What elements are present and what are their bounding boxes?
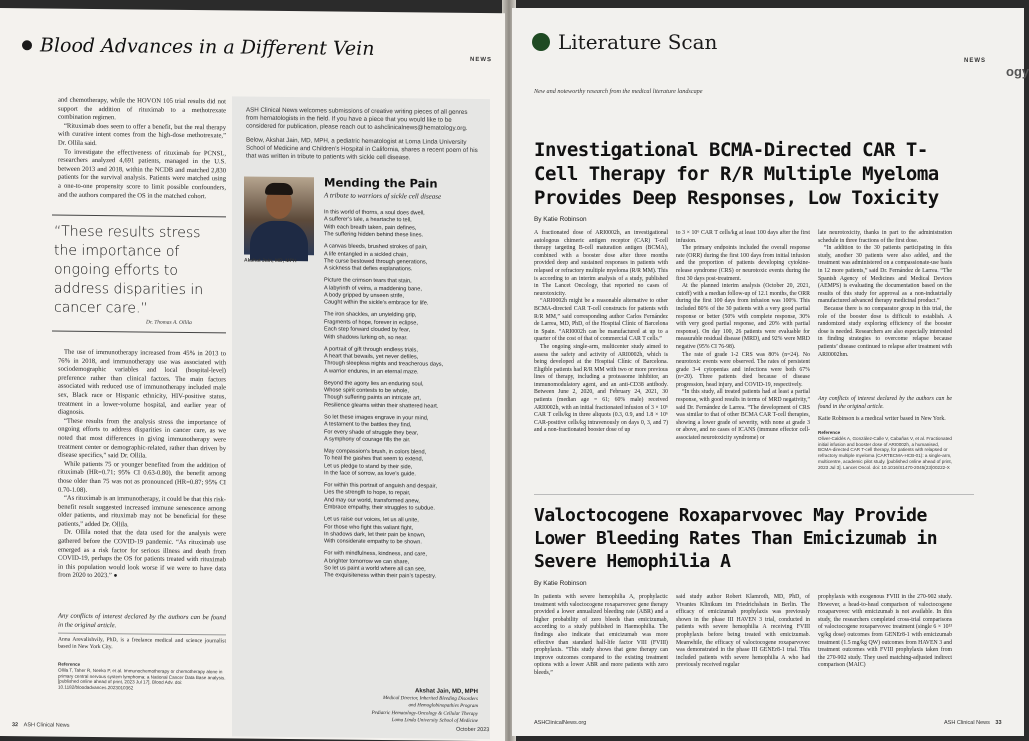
poem-title: Mending the Pain	[324, 175, 438, 191]
poem-stanza: The iron shackles, an unyielding grip, Fragments of hope, forever in eclipse, Each step forward clouded by fear, With shadows lurking oh, so near.	[324, 311, 418, 341]
signature-line: Medical Director, Inherited Bleeding Disorders	[382, 695, 478, 702]
paragraph: The primary endpoints included the overall response rate (ORR) during the first 100 days from initial infusion and the proportion of patients developing cytokine-release syndrome (CRS) or neurotoxic events during the first 30 days post-treatment.	[676, 245, 810, 282]
poem-subtitle: A tribute to warriors of sickle cell disease	[324, 191, 442, 201]
pull-quote: “These results stress the importance of ongoing efforts to address disparities in cancer care.”	[54, 223, 204, 317]
author-photo	[244, 177, 314, 256]
left-author-note: Anna Arevalishvily, PhD, is a freelance medical and science journalist based in New York City.	[58, 636, 226, 651]
paragraph: “In addition to the 30 patients participating in this study, another 30 patients were also added, and the treatment was administered on a compassionate-use basis in 12 more patients,” said Dr. Fernández de Larrea. “The Spanish Agency of Medicines and Medical Devices (AEMPS) is evaluating the documentation based on the results of this study for approval as a non-industrially manufactured advanced therapy medicinal product.”	[818, 245, 952, 305]
article1-conflicts: Any conflicts of interest declared by the authors can be found in the original article.	[818, 396, 952, 410]
sidebar-intro-submissions: ASH Clinical News welcomes submissions of creative writing pieces of all genres from hematologists in the field. If you have a piece that you would like to be considered for publication, please reach out to ashclinicalnews@hematology.org.	[246, 106, 468, 133]
article2-headline: Valoctocogene Roxaparvovec May Provide Lower Bleeding Rates Than Emicizumab in Severe Hemophilia A	[534, 505, 938, 572]
paragraph: At the planned interim analysis (October 20, 2021, cutoff) with a median follow-up of 12.1 months, the ORR during the first 100 days from infusion was 100%. This included 80% of the 30 patients with a very good partial response or better (50% with complete response, 30% with very good partial response, and 20% with partial response). On day 100, 26 patients were evaluable for measurable residual disease (MRD), and 92% were MRD negative (95% CI 76-98).	[676, 283, 811, 350]
paragraph: “These results from the analysis stress the importance of ongoing efforts to address disparities in cancer care, as we noted that most differences in giving immunotherapy were treatment center or demographic-related, rather than driven by disease specifics,” said Dr. Ollila.	[58, 417, 226, 460]
poem-stanza: May compassion’s brush, in colors blend, To heal the gashes that seem to extend, Let us pledge to stand by their side, In the face of sorrow, as love’s guide.	[324, 448, 427, 478]
paragraph: The use of immunotherapy increased from 45% in 2013 to 76% in 2018, and immunotherapy use was associated with sociodemographic variables and local (hospital-level) preference rather than clinical factors. The main factors associated with reduced use of immunotherapy included male sex, Black race or Hispanic ethnicity, HIV-positive status, treatment in a lower-volume hospital, and earlier year of diagnosis.	[58, 348, 226, 417]
poem-stanza: For with mindfulness, kindness, and care, A brighter tomorrow we can share, So let us paint a world where all can see, The exquisiteness within their pain’s tapestry.	[324, 550, 437, 581]
reference-text: Oliver-Caldés A, González-Calle V, Cabañas V, et al. Fractionated initial infusion and booster dose of ARI0002h, a humanised, BCMA-directed CAR T-cell therapy, for patients with relapsed or refractory multiple myeloma (CARTBCMA-HCB-01): a single-arm, multicentre, academic pilot study. [published online ahead of print, 2023 Jul 3]. Lancet Oncol. doi: 10.1016/S1470-2045(23)00222-X	[818, 435, 952, 470]
next-page-edge-text: ogy	[1006, 64, 1029, 79]
paragraph: “In this study, all treated patients had at least a partial response, with good results in terms of MRD negativity,” said Dr. Fernández de Larrea. “The development of CRS was similar to that of other BCMA CAR T-cell therapies, showing a lower grade of severity, with none at grade 3 or above, and no cases of ICANS (immune effector cell-associated neurotoxicity syndrome) or	[676, 389, 810, 442]
photo-caption: Akshat Jain, MD, MPH	[244, 257, 297, 265]
paragraph: Because there is no comparator group in this trial, the role of the booster dose is difficult to establish. A randomized study exploring efficiency of the booster dose is needed. Researchers are also especially interested in finding strategies to overcome relapse because patients’ disease continued to relapse after treatment with ARI0002hm.	[818, 305, 952, 358]
right-page-number: 33	[995, 720, 1002, 726]
pull-quote-attribution: Dr. Thomas A. Ollila	[146, 319, 192, 327]
poem-stanza: Let us raise our voices, let us all unite, For those who fight this valiant fight, In shadows dark, let their pain be known, With considerate empathy to be shown.	[324, 516, 426, 546]
bullet-dot-icon	[22, 40, 32, 50]
article1-reference	[818, 430, 952, 471]
pull-quote-rule-top	[52, 215, 226, 218]
paragraph: “Rituximab does seem to offer a benefit, but the real therapy with curative intent comes from the high-dose methotrexate,” Dr. Ollila said.	[58, 122, 226, 147]
right-subtitle: New and noteworthy research from the medical literature landscape	[534, 88, 703, 95]
poem-stanza: A canvas bleeds, brushed strokes of pain, A life entangled in a sickled chain, The curse bestowed through generations, A sickness that defies explanations.	[324, 243, 428, 273]
paragraph: The ongoing single-arm, multicenter study aimed to assess the safety and activity of ARI0002h, which is being developed at the Hospital Clínic of Barcelona. Eligible patients had R/R MM with two or more previous lines of therapy, including a proteasome inhibitor, an immunomodulatory agent, and an anti-CD38 antibody. Between June 2, 2020, and February 24, 2021, 30 patients (median age = 61; 60% male) received ARI0002h, with an initial fractionated infusion of 3 × 10⁶ CAR T cells/kg in three aliquots (0.3, 0.9, and 1.8 × 10⁶ CAR-positive cells/kg intravenously on days 0, 3, and 7) and a non-fractionated booster dose of up	[534, 343, 668, 434]
article2-column-3: prophylaxis with exogenous FVIII in the 270-902 study. However, a head-to-head comparison of valoctocogene roxaparvovec with emicizumab is not available. In this study, the researchers completed cross-trial comparisons of valoctocogene roxaparvovec treatment (single 6 × 10¹³ vg/kg dose) outcomes from GENEr8-1 with emicizumab treatment (1.5 mg/kg QW) outcomes from HAVEN 3 and treatment outcomes with FVIII prophylaxis taken from the 270-902 study. They used matching-adjusted indirect comparison (MAIC)	[818, 594, 952, 669]
poem-body	[324, 209, 484, 586]
signature-line: Loma Linda University School of Medicine	[391, 718, 478, 725]
left-footer	[12, 722, 70, 729]
left-section-header	[22, 34, 375, 60]
paragraph: A fractionated dose of ARI0002h, an investigational autologous chimeric antigen receptor (CAR) T-cell therapy targeting B-cell maturation antigen (BCMA), combined with a booster dose after three months provided deep and sustained responses in patients with relapsed or refractory multiple myeloma (R/R MM). This is according to an interim analysis of a study, published in The Lancet Oncology, that reported no cases of neurotoxicity.	[534, 230, 668, 297]
reference-label: Reference	[58, 661, 81, 667]
poem-signature	[372, 688, 478, 726]
poem-stanza: Picture the crimson tears that stain, A labyrinth of veins, a maddening bane, A body gripped by unseen strife, Caught within the sickle’s embrace for life.	[324, 277, 429, 307]
article-divider	[534, 494, 974, 495]
poem-stanza: A portrait of gift through endless trials, A heart that bewails, yet never defiles, Through sleepless nights and treacherous days, A warrior endures, in an eternal maze.	[324, 345, 444, 376]
paragraph: and chemotherapy, while the HOVON 105 trial results did not support the addition of rituximab to a methotrexate combination regimen.	[58, 96, 226, 122]
paragraph: late neurotoxicity, thanks in part to the administration schedule in three fractions of the first dose.	[818, 230, 952, 244]
left-footer-date: October 2023	[456, 726, 490, 734]
signature-name: Akshat Jain, MD, MPH	[414, 688, 478, 696]
poem-sidebar	[232, 96, 490, 739]
article1-headline: Investigational BCMA-Directed CAR T-Cell Therapy for R/R Multiple Myeloma Provides Deep Responses, Low Toxicity	[534, 139, 939, 209]
left-article-column-top	[58, 97, 226, 202]
right-footer	[944, 720, 1002, 726]
poem-stanza: Beyond the agony lies an enduring soul, Whose spirit contests to be whole, Though suffering paints an intricate art, Resilience gleams within their shattered heart.	[324, 380, 439, 410]
signature-line: Pediatric Hematology-Oncology & Cellular Therapy	[371, 710, 478, 717]
poem-stanza: In this world of thorns, a soul does dwell, A sufferer’s tale, a heartache to tell, With each breath taken, pain defines, The suffering hidden behind these lines.	[324, 209, 425, 239]
left-reference	[58, 662, 228, 693]
right-section-title: Literature Scan	[558, 30, 718, 54]
article1-column-2	[676, 230, 810, 443]
article1-author-note: Katie Robinson is a medical writer based in New York.	[818, 416, 946, 422]
article2-byline: By Katie Robinson	[534, 580, 587, 587]
article1-column-3	[818, 230, 952, 359]
poem-stanza: So let these images engrave in your mind, A testament to the battles they find, For every shade of struggle they bear, A symphony of courage fills the air.	[324, 414, 429, 444]
sidebar-intro-author: Below, Akshat Jain, MD, MPH, a pediatric hematologist at Loma Linda University School of Medicine and Children’s Hospital in California, shares a recent poem of his that was written in tribute to patients with sickle cell disease.	[246, 136, 478, 162]
poem-stanza: For within this portrait of anguish and despair, Lies the strength to hope, to repair, And may our world, transformed anew, Embrace empathy, their struggles to subdue.	[324, 482, 437, 512]
paragraph: “ARI0002h might be a reasonable alternative to other BCMA-directed CAR T-cell constructs for patients with R/R MM,” said corresponding author Carlos Fernández de Larrea, MD, PhD, of the Hospital Clínic of Barcelona in Spain. “ARI0002h can be manufactured at up to a quarter of the cost of that of commercial CAR T cells.”	[534, 298, 668, 343]
reference-text: Ollila T, Taher R, Neeko P, et al. Immunochemotherapy or chemotherapy alone in primary central nervous system lymphoma: a National Cancer Data Base analysis. [published online ahead of print, 2023 Jul 17]. Blood Adv. doi: 10.1182/bloodadvances.2023010362	[58, 667, 226, 691]
left-page	[0, 8, 505, 741]
left-news-tag: NEWS	[470, 56, 492, 64]
sidebar-intro	[246, 107, 478, 164]
paragraph: To investigate the effectiveness of rituximab for PCNSL, researchers analyzed 4,691 patients, managed in the U.S. between 2013 and 2018, within the NCDB and matched 2,830 patients for the survival analysis. Patients were matched using a one-to-one propensity score to limit possible confounders, and the authors compared the OS in the matched cohort.	[58, 148, 226, 200]
left-page-number: 32	[12, 722, 19, 729]
right-news-tag: NEWS	[964, 58, 986, 64]
paragraph: “As rituximab is an immunotherapy, it could be that this risk-benefit result suggested increased immune senescence among older patients, and rituximab may not be beneficial for these patients,” added Dr. Ollila.	[58, 494, 227, 529]
article2-column-1: In patients with severe hemophilia A, prophylactic treatment with valoctocogene roxaparvovec gene therapy provided a lower annualized bleeding rate (ABR) and a higher probability of zero bleeds than emicizumab, according to a study published in Haemophilia. The findings also indicate that emicizumab was more effective than standard half-life factor VIII (FVIII) prophylaxis. “This study shows that gene therapy can improve outcomes compared to the existing treatment options with a lower ABR and more patients with zero bleeds,”	[534, 594, 668, 676]
right-section-header	[532, 30, 717, 54]
left-conflicts-note: Any conflicts of interest declared by the authors can be found in the original article.	[58, 612, 226, 629]
reference-label: Reference	[818, 430, 841, 435]
left-section-title: Blood Advances in a Different Vein	[40, 34, 375, 60]
article1-byline: By Katie Robinson	[534, 216, 587, 223]
right-footer-pub: ASH Clinical News	[944, 720, 990, 726]
paragraph: to 3 × 10⁶ CAR T cells/kg at least 100 days after the first infusion.	[676, 230, 810, 244]
paragraph: Dr. Ollila noted that the data used for the analysis were gathered before the COVID-19 pandemic. “As rituximab use emerged as a risk factor for serious illness and death from COVID-19, perhaps the OS for patients treated with rituximab in this population would look worse if we were to have data from 2020 to 2023.” ●	[58, 529, 226, 580]
signature-line: and Hemoglobinopathies Program	[408, 703, 478, 710]
right-footer-web: ASHClinicalNews.org	[534, 720, 587, 726]
right-page	[512, 8, 1029, 736]
pull-quote-rule-bottom	[52, 331, 226, 334]
left-article-column-bottom	[58, 349, 226, 583]
article2-column-2: said study author Robert Klamroth, MD, PhD, of Vivantes Klinikum im Friedrichshain in Berlin. The efficacy of emicizumab prophylaxis was previously shown in the phase III HAVEN 3 trial, conducted in patients with severe hemophilia A receiving FVIII prophylaxis before being treated with emicizumab. Meanwhile, the efficacy of valoctocogene roxaparvovec was demonstrated in the phase III GENEr8-1 trial. This included patients with severe hemophilia A who had previously received regular	[676, 594, 810, 669]
section-dot-icon	[532, 33, 550, 51]
author-rule	[58, 633, 226, 636]
paragraph: The rate of grade 1-2 CRS was 80% (n=24). No neurotoxic events were observed. The rates of persistent grade 3-4 cytopenias and infections were both 67% (n=20). Three patients died because of disease progression, head injury, and COVID-19, respectively.	[676, 351, 810, 388]
article1-column-1	[534, 230, 668, 435]
paragraph: While patients 75 or younger benefited from the addition of rituximab (HR=0.71; 95% CI 0.63-0.80), the benefit among those older than 75 was not as pronounced (HR=0.87; 95% CI 0.70-1.08).	[58, 460, 226, 494]
left-footer-pub: ASH Clinical News	[23, 722, 70, 729]
